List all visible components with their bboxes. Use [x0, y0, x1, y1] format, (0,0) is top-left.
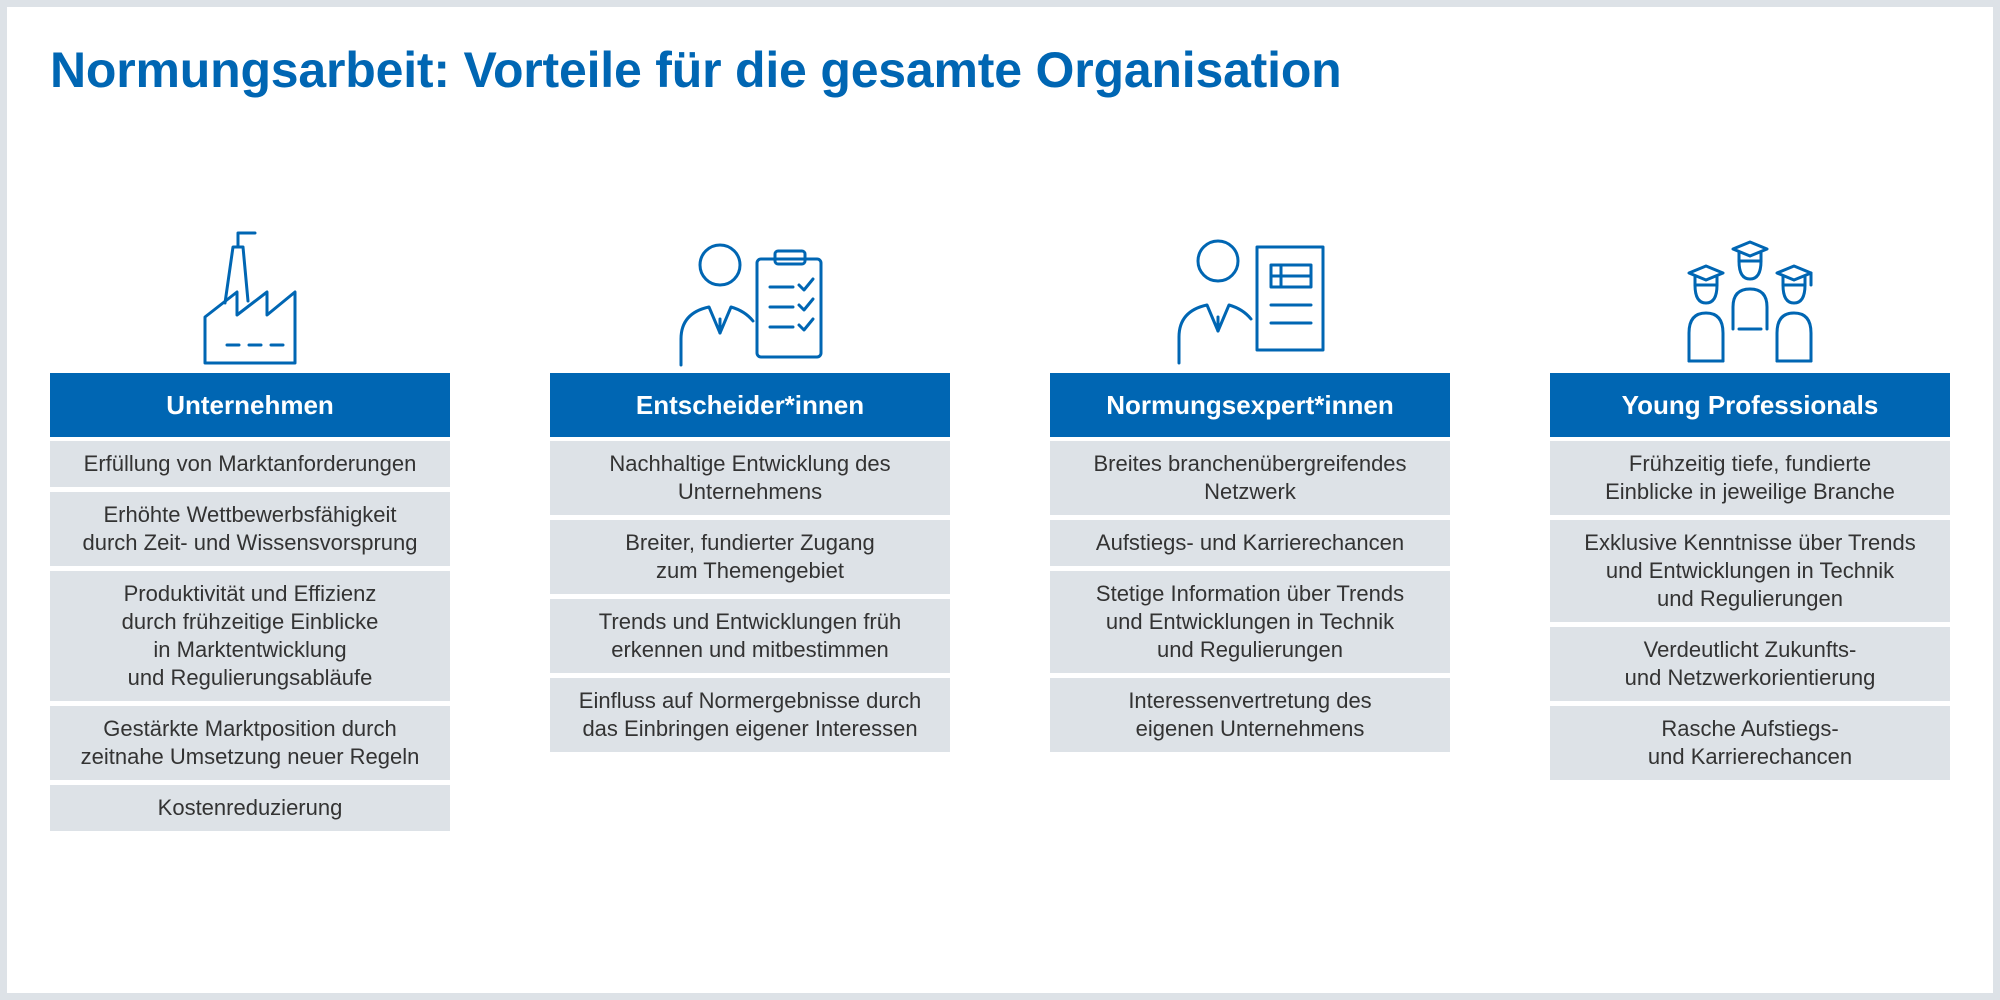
- page-title: Normungsarbeit: Vorteile für die gesamte Organisation: [50, 42, 1342, 98]
- benefit-list: [50, 441, 450, 831]
- column-entscheider: [550, 212, 950, 757]
- list-item: Gestärkte Marktposition durch zeitnahe Umsetzung neuer Regeln: [50, 706, 450, 780]
- benefit-list: [1050, 441, 1450, 752]
- list-item: Kostenreduzierung: [50, 785, 450, 831]
- list-item: Aufstiegs- und Karrierechancen: [1050, 520, 1450, 566]
- list-item: Exklusive Kenntnisse über Trends und Entwicklungen in Technik und Regulierungen: [1550, 520, 1950, 622]
- list-item: Einfluss auf Normergebnisse durch das Einbringen eigener Interessen: [550, 678, 950, 752]
- column-heading: Unternehmen: [50, 373, 450, 437]
- benefit-list: [550, 441, 950, 752]
- list-item: Trends und Entwicklungen früh erkennen und mitbestimmen: [550, 599, 950, 673]
- person-document-icon: [1173, 237, 1328, 367]
- list-item: Stetige Information über Trends und Entwicklungen in Technik und Regulierungen: [1050, 571, 1450, 673]
- list-item: Erfüllung von Marktanforderungen: [50, 441, 450, 487]
- list-item: Frühzeitig tiefe, fundierte Einblicke in jeweilige Branche: [1550, 441, 1950, 515]
- list-item: Breites branchenübergreifendes Netzwerk: [1050, 441, 1450, 515]
- list-item: Interessenvertretung des eigenen Unternehmens: [1050, 678, 1450, 752]
- column-heading: Young Professionals: [1550, 373, 1950, 437]
- person-checklist-icon: [675, 237, 825, 367]
- list-item: Breiter, fundierter Zugang zum Themengebiet: [550, 520, 950, 594]
- column-heading: Entscheider*innen: [550, 373, 950, 437]
- list-item: Rasche Aufstiegs- und Karrierechancen: [1550, 706, 1950, 780]
- graduates-group-icon: [1675, 237, 1825, 367]
- list-item: Verdeutlicht Zukunfts- und Netzwerkorientierung: [1550, 627, 1950, 701]
- infographic-frame: [7, 7, 1993, 993]
- column-young-professionals: [1550, 212, 1950, 785]
- column-heading: Normungsexpert*innen: [1050, 373, 1450, 437]
- factory-icon: [185, 227, 315, 367]
- list-item: Produktivität und Effizienz durch frühzeitige Einblicke in Marktentwicklung und Regulierungsabläufe: [50, 571, 450, 701]
- list-item: Erhöhte Wettbewerbsfähigkeit durch Zeit- und Wissensvorsprung: [50, 492, 450, 566]
- column-normungsexperten: [1050, 212, 1450, 757]
- benefit-list: [1550, 441, 1950, 780]
- column-unternehmen: [50, 212, 450, 836]
- list-item: Nachhaltige Entwicklung des Unternehmens: [550, 441, 950, 515]
